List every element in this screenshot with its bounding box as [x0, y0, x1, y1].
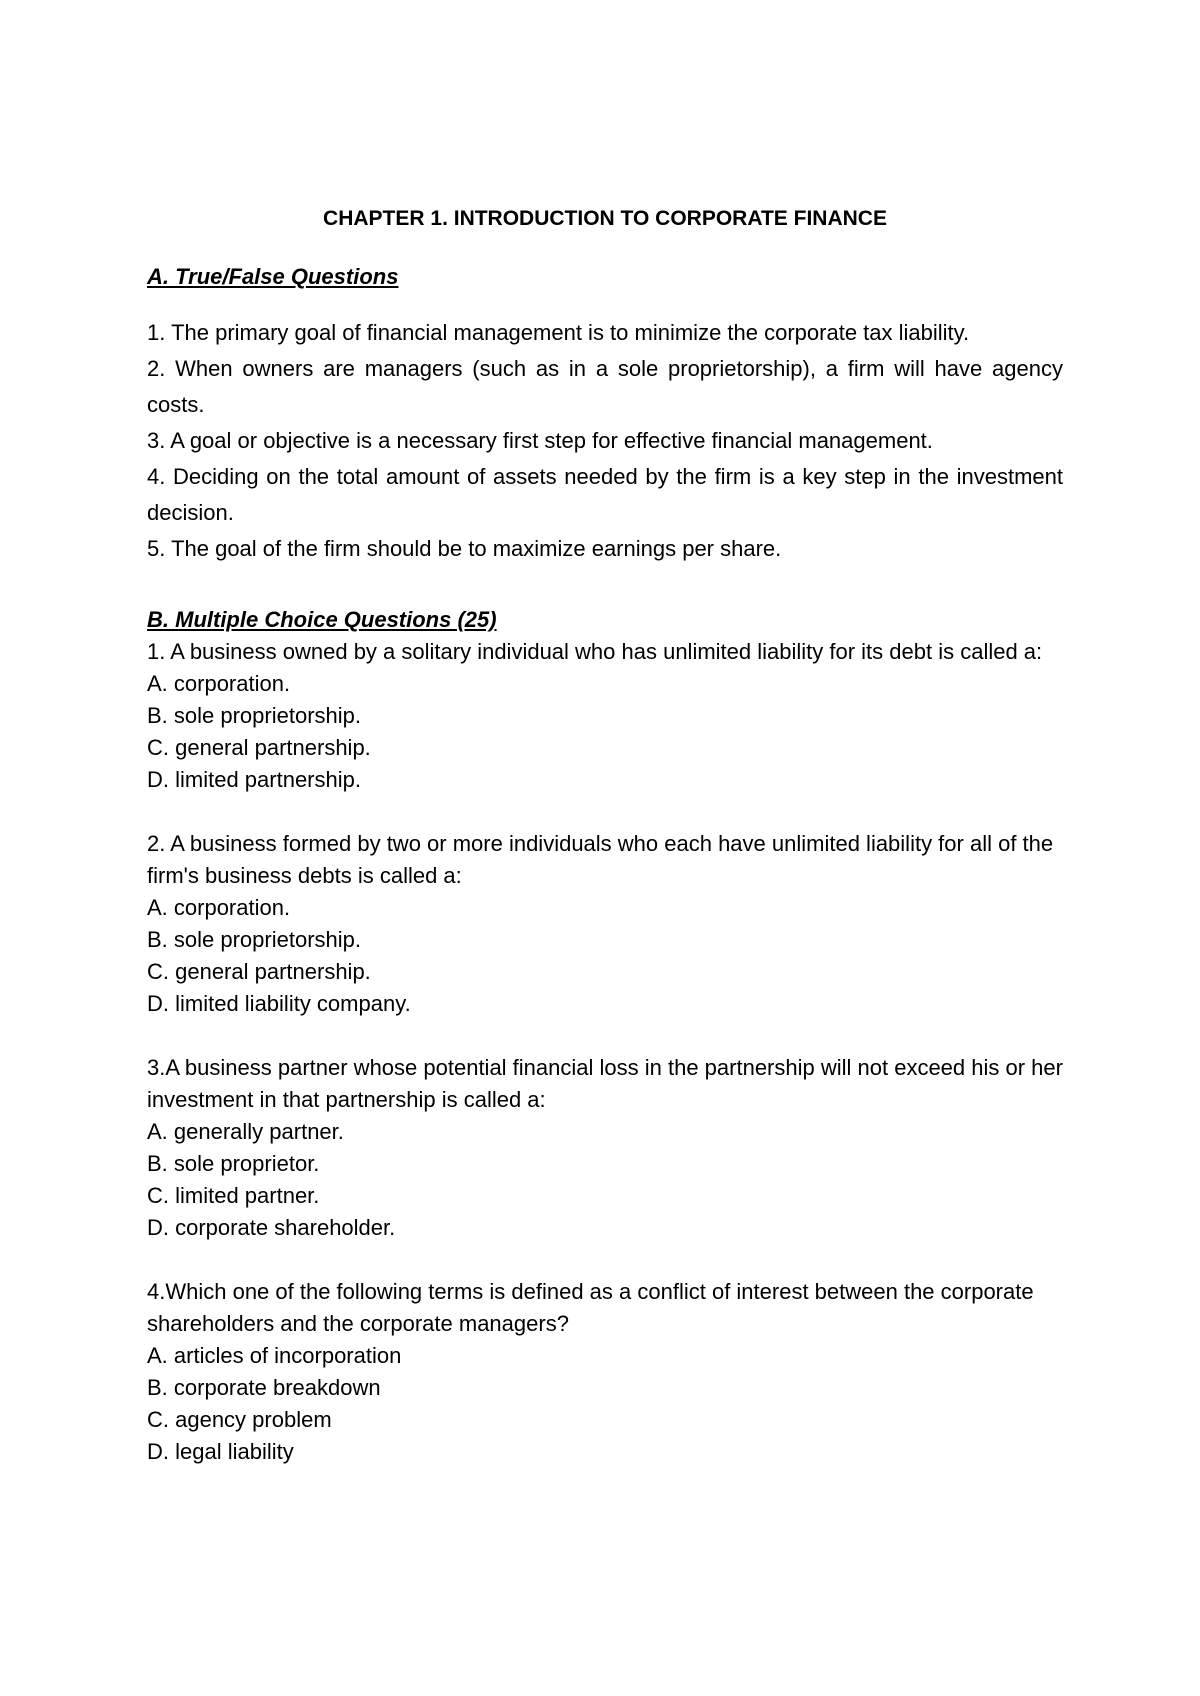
question-text: 4.Which one of the following terms is defined as a conflict of interest between the corporate shareholders and the corporate managers? [147, 1279, 1034, 1336]
answer-option: B. sole proprietorship. [147, 703, 361, 728]
answer-option: D. limited liability company. [147, 991, 411, 1016]
question-text: 1. A business owned by a solitary individual who has unlimited liability for its debt is called a: [147, 639, 1043, 664]
mc-question-3 [147, 1052, 1063, 1244]
question-text: 3.A business partner whose potential financial loss in the partnership will not exceed his or her investment in that partnership is called a: [147, 1055, 1063, 1112]
answer-option: A. generally partner. [147, 1119, 344, 1144]
mc-question-2 [147, 828, 1063, 1020]
answer-option: C. agency problem [147, 1407, 332, 1432]
answer-option: B. corporate breakdown [147, 1375, 381, 1400]
tf-question-3: 3. A goal or objective is a necessary first step for effective financial management. [147, 428, 933, 453]
tf-question-1: 1. The primary goal of financial management is to minimize the corporate tax liability. [147, 320, 970, 345]
answer-option: C. limited partner. [147, 1183, 320, 1208]
mc-question-1 [147, 636, 1063, 796]
answer-option: D. limited partnership. [147, 767, 361, 792]
answer-option: C. general partnership. [147, 735, 371, 760]
tf-question-5: 5. The goal of the firm should be to maximize earnings per share. [147, 536, 782, 561]
answer-option: B. sole proprietor. [147, 1151, 320, 1176]
answer-option: A. corporation. [147, 895, 291, 920]
question-text: 2. A business formed by two or more individuals who each have unlimited liability for all of the firm's business debts is called a: [147, 831, 1054, 888]
tf-question-2: 2. When owners are managers (such as in a sole proprietorship), a firm will have agency costs. [147, 356, 1063, 417]
page-content [147, 203, 1063, 1468]
section-b-heading: B. Multiple Choice Questions (25) [147, 607, 497, 632]
tf-question-4: 4. Deciding on the total amount of assets needed by the firm is a key step in the investment decision. [147, 464, 1063, 525]
document-title: CHAPTER 1. INTRODUCTION TO CORPORATE FINANCE [323, 207, 887, 230]
answer-option: A. articles of incorporation [147, 1343, 402, 1368]
section-a-heading: A. True/False Questions [147, 264, 399, 289]
answer-option: A. corporation. [147, 671, 291, 696]
multiple-choice-list [147, 636, 1063, 1468]
answer-option: C. general partnership. [147, 959, 371, 984]
answer-option: D. corporate shareholder. [147, 1215, 396, 1240]
answer-option: D. legal liability [147, 1439, 294, 1464]
true-false-list [147, 315, 1063, 567]
answer-option: B. sole proprietorship. [147, 927, 361, 952]
mc-question-4 [147, 1276, 1063, 1468]
